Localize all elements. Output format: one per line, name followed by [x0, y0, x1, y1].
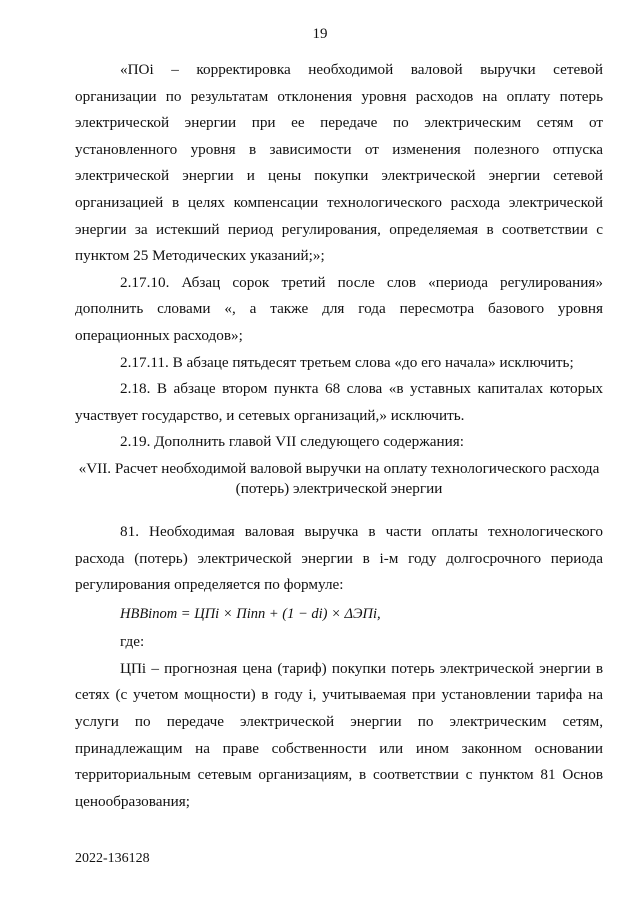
paragraph-2-17-10: 2.17.10. Абзац сорок третий после слов «периода регулирования» дополнить словами «, а также для года пересмотра базового уровня операционных расходов»;	[75, 273, 603, 344]
paragraph-2-17-11: 2.17.11. В абзаце пятьдесят третьем слова «до его начала» исключить;	[120, 353, 574, 371]
formula: НВВiпот = ЦПi × Пiпп + (1 − di) × ΔЭПi,	[120, 605, 381, 622]
document-code: 2022-136128	[75, 851, 150, 866]
paragraph-po-definition: «ПОi – корректировка необходимой валовой выручки сетевой организации по результатам отклонения уровня расходов на оплату потерь электрической энергии при ее передаче по электрическим сетям от установленного уровня в зависимости от изменения полезного отпуска электрической энергии и цены покупки электрической энергии сетевой организацией в целях компенсации технологического расхода электрической энергии за истекший период регулирования, определяемая в соответствии с пунктом 25 Методических указаний;»;	[75, 61, 603, 265]
paragraph-2-18: 2.18. В абзаце втором пункта 68 слова «в уставных капиталах которых участвует государство, и сетевых организаций,» исключить.	[75, 380, 603, 424]
page-number: 19	[312, 26, 328, 42]
paragraph-cp-definition: ЦПi – прогнозная цена (тариф) покупки потерь электрической энергии в сетях (с учетом мощности) в году i, учитываемая при установлении тарифа на услуги по передаче электрической энергии по электрическим сетям, принадлежащим на праве собственности или ином законном основании территориальным сетевым организациям, в соответствии с пунктом 81 Основ ценообразования;	[75, 659, 603, 810]
document-body	[75, 57, 603, 815]
paragraph-81: 81. Необходимая валовая выручка в части оплаты технологического расхода (потерь) электрической энергии в i-м году долгосрочного периода регулирования определяется по формуле:	[75, 522, 603, 594]
where-label: где:	[120, 633, 145, 651]
paragraph-2-19: 2.19. Дополнить главой VII следующего содержания:	[120, 433, 464, 451]
chapter-heading: «VII. Расчет необходимой валовой выручки на оплату технологического расхода (потерь) электрической энергии	[78, 459, 600, 497]
